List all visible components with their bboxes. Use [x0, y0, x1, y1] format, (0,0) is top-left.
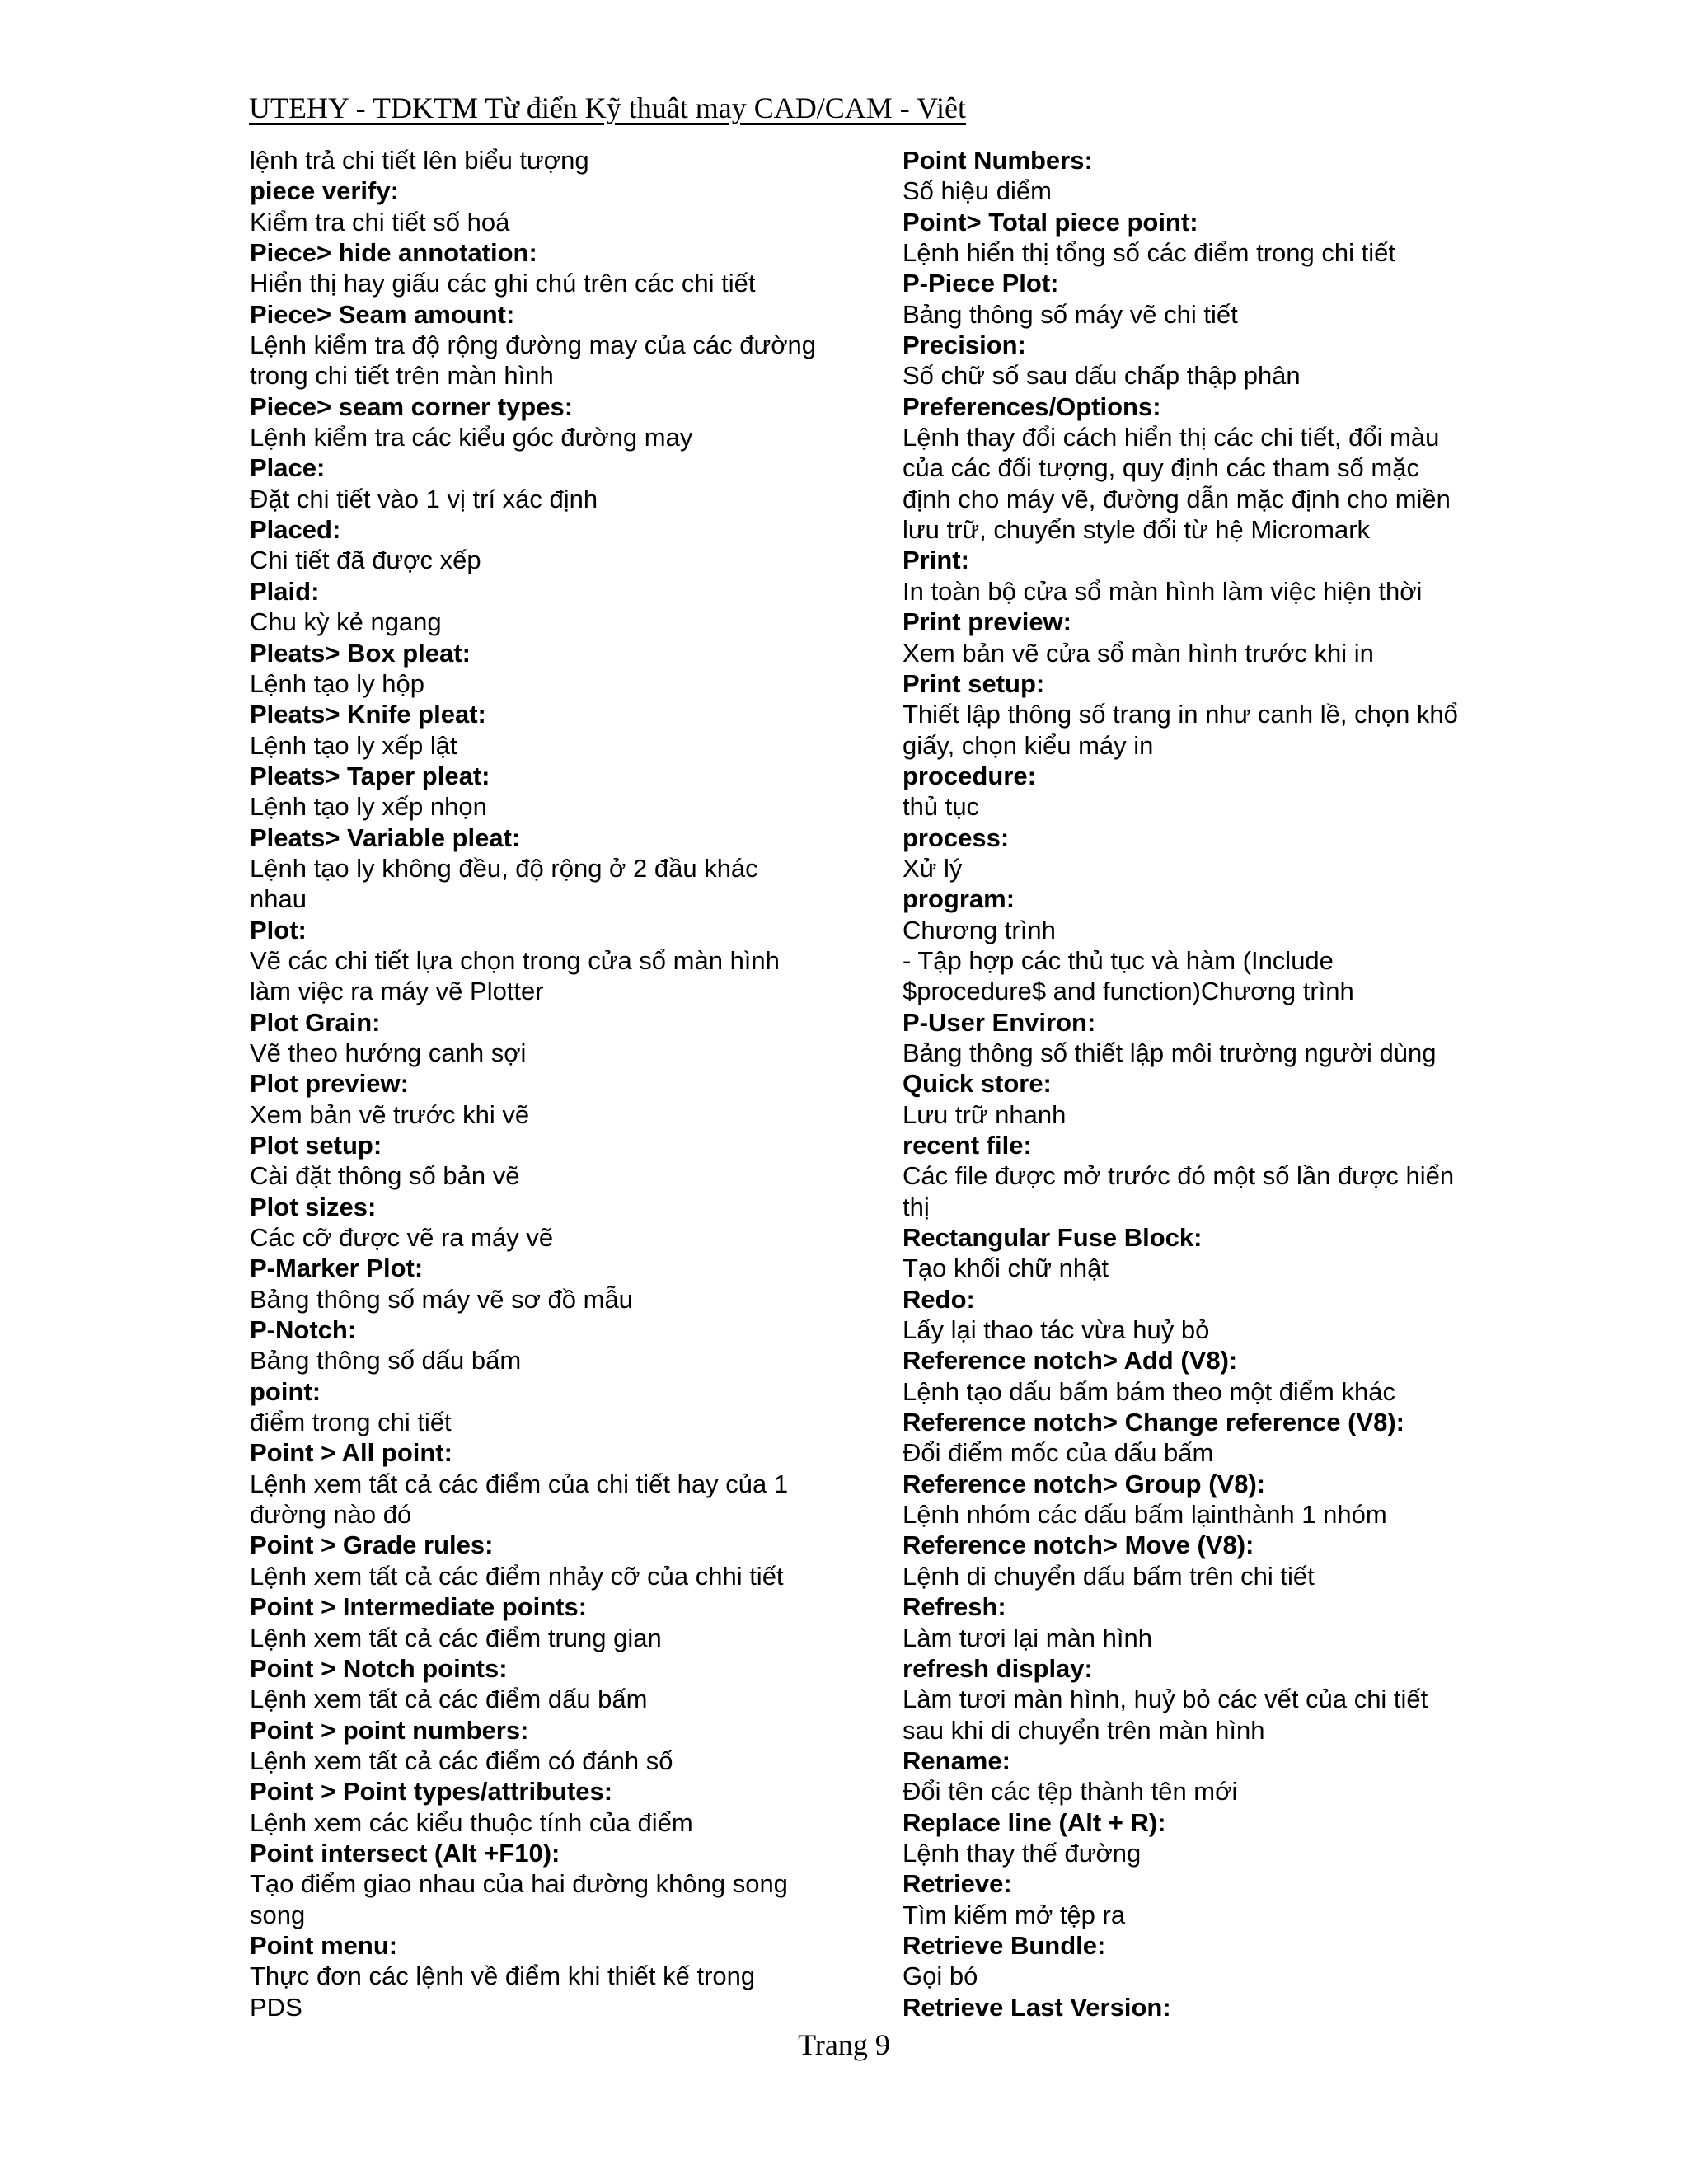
- glossary-term: Print:: [903, 546, 969, 575]
- glossary-definition: Chu kỳ kẻ ngang: [250, 607, 442, 637]
- glossary-term: program:: [903, 884, 1015, 914]
- glossary-definition: Số hiệu diểm: [903, 176, 1052, 206]
- glossary-definition: lệnh trả chi tiết lên biểu tượng: [250, 146, 589, 175]
- glossary-definition: Vẽ theo hướng canh sợi: [250, 1038, 527, 1067]
- glossary-term: Point intersect (Alt +F10):: [250, 1838, 560, 1868]
- glossary-term: Redo:: [903, 1284, 975, 1314]
- glossary-definition: Lệnh thay đổi cách hiển thị các chi tiết, đổi màu: [903, 423, 1440, 452]
- glossary-term: Precision:: [903, 330, 1026, 360]
- glossary-definition: định cho máy vẽ, đường dẫn mặc định cho miền: [903, 484, 1451, 513]
- glossary-term: Retrieve Bundle:: [903, 1930, 1106, 1960]
- glossary-term: Quick store:: [903, 1069, 1052, 1099]
- glossary-definition: Lệnh tạo dấu bấm bám theo một điểm khác: [903, 1376, 1395, 1406]
- glossary-term: Point Numbers:: [903, 146, 1093, 175]
- glossary-definition: Lệnh tạo ly xếp lật: [250, 730, 457, 760]
- glossary-definition: Gọi bó: [903, 1961, 978, 1991]
- glossary-definition: đường nào đó: [250, 1500, 412, 1530]
- glossary-term: Point > Intermediate points:: [250, 1592, 588, 1622]
- glossary-definition: Hiển thị hay giấu các ghi chú trên các chi tiết: [250, 269, 756, 298]
- glossary-definition: Vẽ các chi tiết lựa chọn trong cửa sổ màn hình: [250, 945, 780, 975]
- glossary-term: recent file:: [903, 1131, 1032, 1160]
- glossary-definition: thị: [903, 1192, 930, 1221]
- glossary-definition: Chi tiết đã được xếp: [250, 546, 481, 575]
- glossary-definition: Bảng thông số thiết lập môi trường người dùng: [903, 1038, 1437, 1067]
- glossary-definition: Lệnh thay thế đường: [903, 1838, 1142, 1868]
- glossary-definition: Đổi tên các tệp thành tên mới: [903, 1777, 1238, 1807]
- glossary-definition: Xem bản vẽ trước khi vẽ: [250, 1099, 530, 1129]
- glossary-definition: Lệnh xem tất cả các điểm dấu bấm: [250, 1685, 648, 1714]
- glossary-definition: Lệnh xem tất cả các điểm của chi tiết hay của 1: [250, 1469, 789, 1498]
- glossary-definition: Bảng thông số dấu bấm: [250, 1346, 522, 1376]
- glossary-definition: Kiểm tra chi tiết số hoá: [250, 207, 510, 237]
- glossary-definition: Các file được mở trước đó một số lần được hiển: [903, 1161, 1455, 1191]
- glossary-term: Reference notch> Add (V8):: [903, 1346, 1238, 1376]
- glossary-definition: Lệnh kiểm tra các kiểu góc đường may: [250, 423, 693, 452]
- glossary-term: Preferences/Options:: [903, 391, 1161, 421]
- glossary-definition: Lệnh tạo ly xếp nhọn: [250, 792, 487, 822]
- glossary-definition: Lệnh xem tất cả các điểm nhảy cỡ của chhi tiết: [250, 1561, 784, 1591]
- glossary-term: Rectangular Fuse Block:: [903, 1223, 1203, 1253]
- glossary-term: Reference notch> Change reference (V8):: [903, 1408, 1404, 1437]
- glossary-term: Plot:: [250, 915, 307, 944]
- glossary-term: Point menu:: [250, 1930, 398, 1960]
- glossary-definition: Xử lý: [903, 853, 963, 883]
- glossary-term: Retrieve:: [903, 1869, 1012, 1899]
- glossary-definition: Xem bản vẽ cửa sổ màn hình trước khi in: [903, 638, 1374, 668]
- glossary-definition: In toàn bộ cửa sổ màn hình làm việc hiện thời: [903, 576, 1423, 606]
- glossary-definition: Số chữ số sau dấu chấp thập phân: [903, 361, 1301, 391]
- glossary-definition: Tạo khối chữ nhật: [903, 1254, 1109, 1283]
- glossary-definition: - Tập hợp các thủ tục và hàm (Include: [903, 945, 1334, 975]
- glossary-definition: Lệnh tạo ly hộp: [250, 668, 425, 698]
- glossary-term: Point > Point types/attributes:: [250, 1777, 613, 1807]
- glossary-definition: Lệnh tạo ly không đều, độ rộng ở 2 đầu khác: [250, 853, 758, 883]
- glossary-term: Piece> seam corner types:: [250, 391, 574, 421]
- glossary-definition: lưu trữ, chuyển style đổi từ hệ Micromark: [903, 515, 1371, 545]
- glossary-definition: Lệnh hiển thị tổng số các điểm trong chi tiết: [903, 238, 1395, 268]
- glossary-term: Refresh:: [903, 1592, 1006, 1622]
- glossary-term: Pleats> Box pleat:: [250, 638, 471, 668]
- glossary-definition: Đặt chi tiết vào 1 vị trí xác định: [250, 484, 598, 513]
- glossary-term: P-User Environ:: [903, 1007, 1096, 1037]
- glossary-term: Placed:: [250, 515, 341, 545]
- glossary-term: Piece> Seam amount:: [250, 299, 515, 329]
- glossary-definition: PDS: [250, 1992, 302, 2022]
- glossary-definition: Làm tươi màn hình, huỷ bỏ các vết của chi tiết: [903, 1685, 1428, 1714]
- glossary-term: Plot preview:: [250, 1069, 409, 1099]
- glossary-term: P-Piece Plot:: [903, 269, 1059, 298]
- glossary-definition: Lệnh nhóm các dấu bấm lạinthành 1 nhóm: [903, 1500, 1387, 1530]
- glossary-definition: điểm trong chi tiết: [250, 1408, 452, 1437]
- glossary-term: Piece> hide annotation:: [250, 238, 537, 268]
- glossary-term: refresh display:: [903, 1653, 1093, 1683]
- glossary-definition: Thực đơn các lệnh về điểm khi thiết kế trong: [250, 1961, 756, 1991]
- glossary-term: Point> Total piece point:: [903, 207, 1198, 237]
- glossary-definition: Bảng thông số máy vẽ sơ đồ mẫu: [250, 1284, 633, 1314]
- glossary-definition: làm việc ra máy vẽ Plotter: [250, 977, 544, 1006]
- glossary-definition: Làm tươi lại màn hình: [903, 1623, 1152, 1652]
- glossary-definition: Cài đặt thông số bản vẽ: [250, 1161, 520, 1191]
- glossary-term: P-Marker Plot:: [250, 1254, 424, 1283]
- glossary-column-left: [250, 145, 851, 2022]
- glossary-term: Rename:: [903, 1746, 1010, 1775]
- glossary-definition: nhau: [250, 884, 307, 914]
- page-number: Trang 9: [798, 2028, 890, 2061]
- glossary-term: Point > point numbers:: [250, 1715, 529, 1745]
- glossary-term: Plot sizes:: [250, 1192, 377, 1221]
- glossary-term: P-Notch:: [250, 1315, 357, 1345]
- glossary-term: Reference notch> Move (V8):: [903, 1530, 1254, 1560]
- glossary-term: Pleats> Taper pleat:: [250, 761, 490, 790]
- glossary-term: Point > Notch points:: [250, 1653, 508, 1683]
- page-header: UTEHY - TDKTM Từ điển Kỹ thuât may CAD/CAM - Viêt: [249, 91, 966, 124]
- glossary-definition: sau khi di chuyển trên màn hình: [903, 1715, 1265, 1745]
- glossary-definition: Đổi điểm mốc của dấu bấm: [903, 1438, 1214, 1468]
- glossary-term: Plot setup:: [250, 1131, 382, 1160]
- glossary-term: Plaid:: [250, 576, 320, 606]
- glossary-term: Point > Grade rules:: [250, 1530, 494, 1560]
- glossary-definition: Lấy lại thao tác vừa huỷ bỏ: [903, 1315, 1210, 1345]
- glossary-term: process:: [903, 823, 1010, 852]
- glossary-definition: song: [250, 1900, 306, 1929]
- glossary-term: Plot Grain:: [250, 1007, 381, 1037]
- glossary-definition: Các cỡ được vẽ ra máy vẽ: [250, 1223, 554, 1253]
- glossary-definition: Bảng thông số máy vẽ chi tiết: [903, 299, 1238, 329]
- glossary-definition: giấy, chọn kiểu máy in: [903, 730, 1154, 760]
- glossary-definition: Tạo điểm giao nhau của hai đường không song: [250, 1869, 788, 1899]
- glossary-term: procedure:: [903, 761, 1036, 790]
- glossary-term: Pleats> Variable pleat:: [250, 823, 521, 852]
- glossary-term: Replace line (Alt + R):: [903, 1807, 1166, 1837]
- glossary-term: point:: [250, 1376, 321, 1406]
- glossary-definition: thủ tục: [903, 792, 980, 822]
- glossary-definition: Thiết lập thông số trang in như canh lề, chọn khổ: [903, 700, 1458, 729]
- glossary-term: Print setup:: [903, 668, 1045, 698]
- glossary-column-right: [903, 145, 1496, 2022]
- glossary-definition: Lệnh kiểm tra độ rộng đường may của các đường: [250, 330, 817, 360]
- glossary-definition: Chương trình: [903, 915, 1056, 944]
- glossary-definition: Lệnh di chuyển dấu bấm trên chi tiết: [903, 1561, 1315, 1591]
- glossary-definition: Lưu trữ nhanh: [903, 1099, 1067, 1129]
- glossary-definition: của các đối tượng, quy định các tham số mặc: [903, 453, 1419, 483]
- glossary-definition: trong chi tiết trên màn hình: [250, 361, 554, 391]
- glossary-term: Print preview:: [903, 607, 1071, 637]
- glossary-term: Retrieve Last Version:: [903, 1992, 1171, 2022]
- glossary-definition: Tìm kiếm mở tệp ra: [903, 1900, 1126, 1929]
- glossary-definition: Lệnh xem các kiểu thuộc tính của điểm: [250, 1807, 693, 1837]
- glossary-term: Point > All point:: [250, 1438, 452, 1468]
- glossary-term: Reference notch> Group (V8):: [903, 1469, 1266, 1498]
- glossary-definition: Lệnh xem tất cả các điểm có đánh số: [250, 1746, 673, 1775]
- glossary-term: Pleats> Knife pleat:: [250, 700, 486, 729]
- glossary-definition: $procedure$ and function)Chương trình: [903, 977, 1354, 1006]
- glossary-term: Place:: [250, 453, 326, 483]
- glossary-term: piece verify:: [250, 176, 399, 206]
- glossary-definition: Lệnh xem tất cả các điểm trung gian: [250, 1623, 662, 1652]
